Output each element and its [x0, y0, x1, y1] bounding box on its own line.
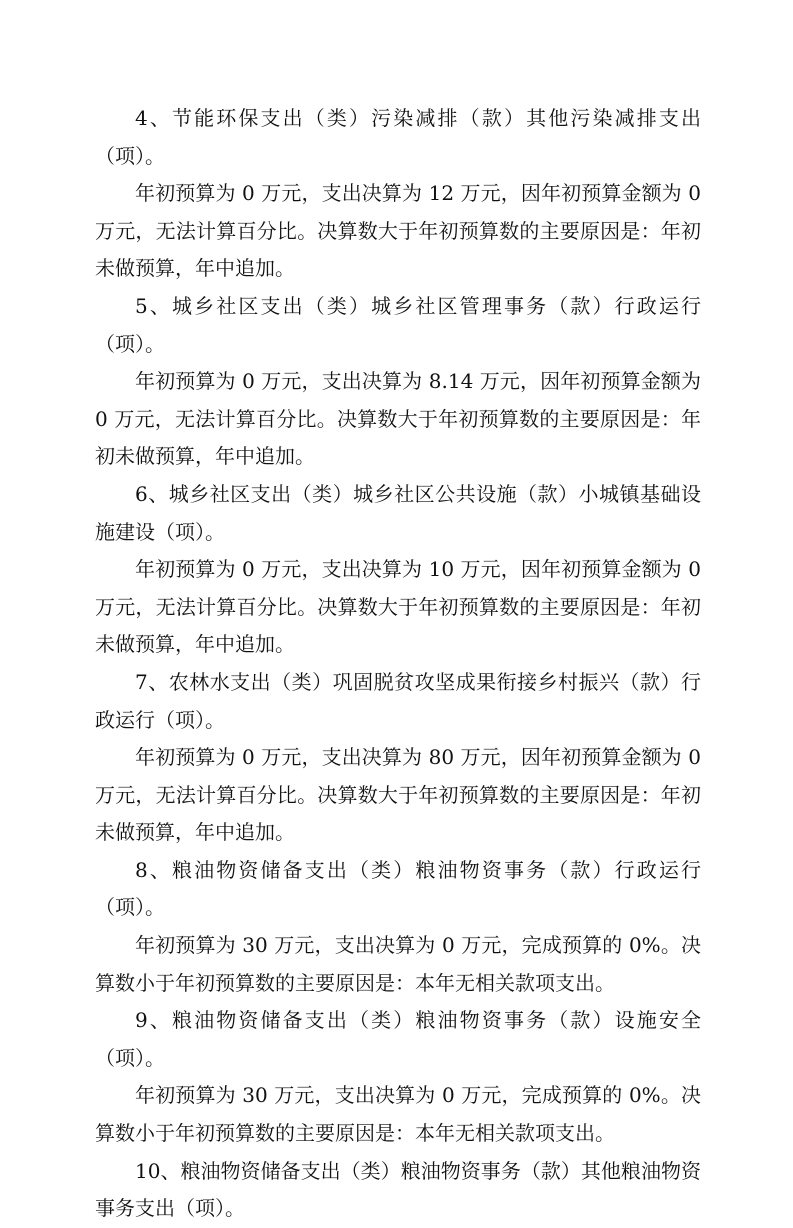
item-heading: 6、城乡社区支出（类）城乡社区公共设施（款）小城镇基础设施建设（项）。	[95, 481, 701, 544]
item-explanation: 年初预算为 0 万元，支出决算为 80 万元，因年初预算金额为 0 万元，无法计算百分比。决算数大于年初预算数的主要原因是：年初未做预算，年中追加。	[95, 745, 701, 845]
item-explanation: 年初预算为 30 万元，支出决算为 0 万元，完成预算的 0%。决算数小于年初预算数的主要原因是：本年无相关款项支出。	[95, 933, 701, 995]
item-heading: 8、粮油物资储备支出（类）粮油物资事务（款）行政运行（项）。	[95, 857, 701, 920]
item-heading: 9、粮油物资储备支出（类）粮油物资事务（款）设施安全（项）。	[95, 1008, 701, 1070]
item-explanation: 年初预算为 0 万元，支出决算为 12 万元，因年初预算金额为 0 万元，无法计算百分比。决算数大于年初预算数的主要原因是：年初未做预算，年中追加。	[95, 181, 701, 281]
item-explanation: 年初预算为 30 万元，支出决算为 0 万元，完成预算的 0%。决算数小于年初预算数的主要原因是：本年无相关款项支出。	[95, 1083, 701, 1146]
item-heading: 5、城乡社区支出（类）城乡社区管理事务（款）行政运行（项）。	[95, 293, 701, 356]
item-explanation: 年初预算为 0 万元，支出决算为 10 万元，因年初预算金额为 0 万元，无法计算百分比。决算数大于年初预算数的主要原因是：年初未做预算，年中追加。	[95, 557, 701, 657]
item-heading: 10、粮油物资储备支出（类）粮油物资事务（款）其他粮油物资事务支出（项）。	[95, 1158, 701, 1221]
item-heading: 4、节能环保支出（类）污染减排（款）其他污染减排支出（项）。	[95, 106, 701, 168]
item-explanation: 年初预算为 0 万元，支出决算为 8.14 万元，因年初预算金额为 0 万元，无法计算百分比。决算数大于年初预算数的主要原因是：年初未做预算，年中追加。	[95, 369, 701, 469]
document-body	[95, 100, 701, 1228]
item-heading: 7、农林水支出（类）巩固脱贫攻坚成果衔接乡村振兴（款）行政运行（项）。	[95, 669, 701, 732]
